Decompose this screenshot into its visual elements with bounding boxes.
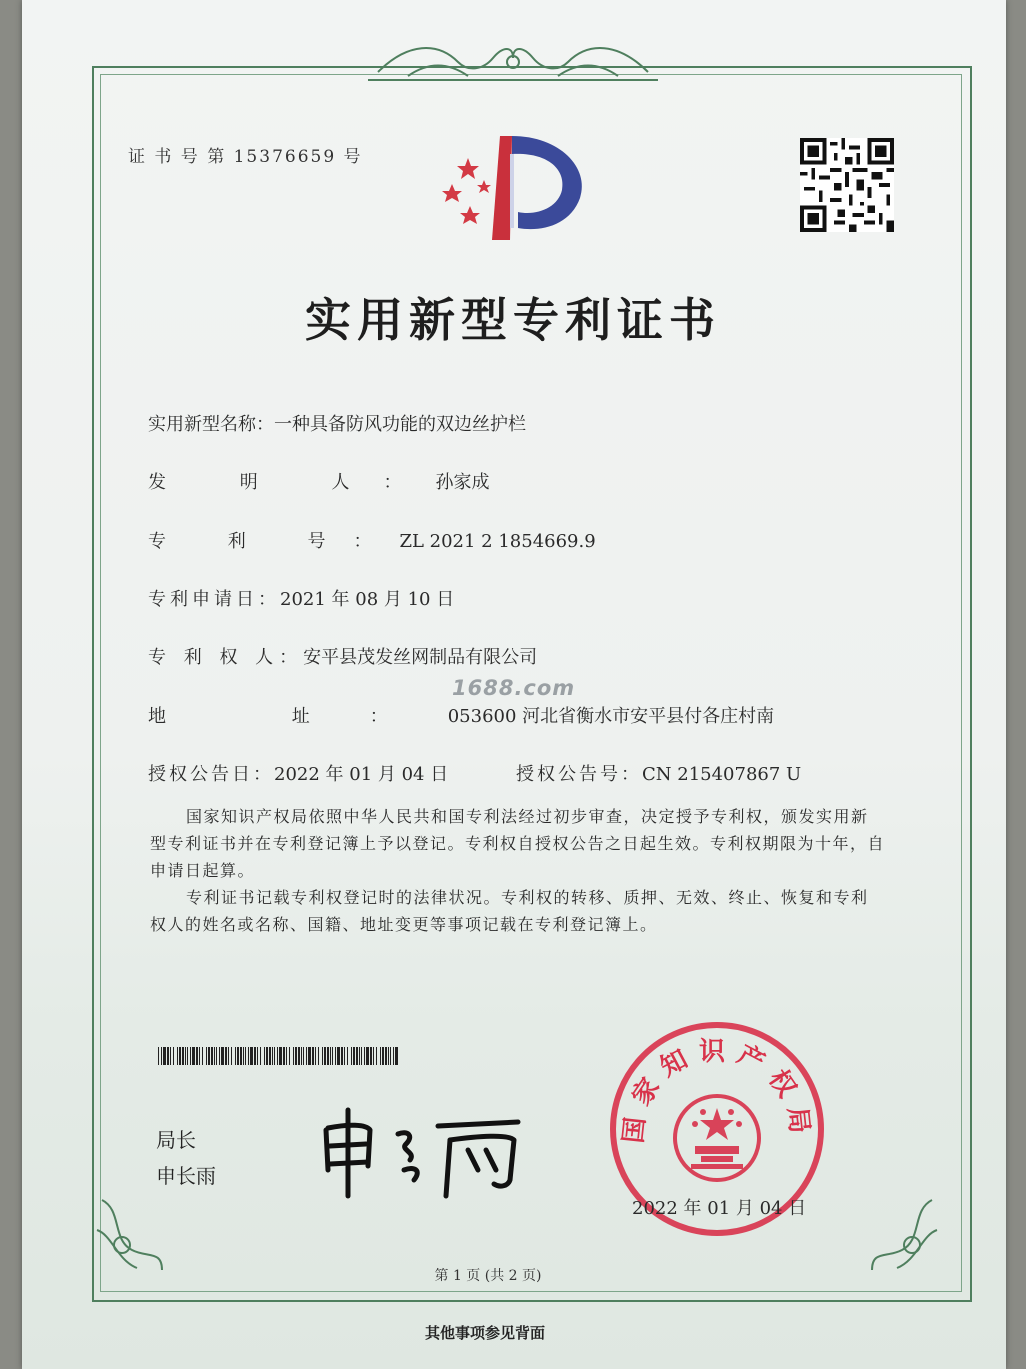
page-indicator: 第 1 页 (共 2 页) [434, 1268, 542, 1284]
patent-number-label: 专 利 号： [148, 531, 400, 552]
utility-model-name-row [148, 410, 526, 436]
cnipa-logo-icon [440, 128, 590, 246]
qr-code-icon [800, 138, 894, 232]
certificate-number: 证 书 号 第 15376659 号 [128, 147, 363, 167]
svg-text:国家知识产权局: 国家知识产权局 [618, 1036, 816, 1145]
patent-number-row [148, 527, 596, 553]
top-ornament [368, 32, 658, 84]
grant-number-value: CN 215407867 U [642, 764, 802, 785]
grant-number-row [516, 760, 801, 786]
inventor-label: 发 明 人： [148, 472, 436, 493]
patent-number-value: ZL 2021 2 1854669.9 [399, 531, 596, 552]
statement-paragraph-1: 国家知识产权局依照中华人民共和国专利法经过初步审查，决定授予专利权，颁发实用新型专利证书并在专利登记簿上予以登记。专利权自授权公告之日起生效。专利权期限为十年，自申请日起算。 [150, 807, 886, 880]
back-note: 其他事项参见背面 [424, 1324, 545, 1342]
watermark-text: 1688.com [452, 676, 576, 700]
filing-date-label: 专利申请日： [148, 589, 280, 610]
address-row [148, 702, 774, 728]
director-signature-icon [318, 1100, 538, 1200]
certificate-title: 实用新型专利证书 [305, 293, 721, 347]
grant-date-value: 2022 年 01 月 04 日 [274, 764, 449, 785]
inventor-value: 孙家成 [435, 472, 490, 493]
inventor-row [148, 468, 489, 494]
grant-date-label: 授权公告日： [148, 764, 274, 785]
address-label: 地 址： [148, 706, 448, 727]
utility-model-name-label: 实用新型名称： [148, 414, 274, 435]
grant-number-label: 授权公告号： [516, 764, 642, 785]
patentee-label: 专 利 权 人： [148, 647, 304, 668]
seal-date: 2022 年 01 月 04 日 [632, 1198, 807, 1219]
filing-date-row [148, 585, 454, 611]
patentee-row [148, 643, 537, 669]
grant-date-row [148, 760, 448, 786]
filing-date-value: 2021 年 08 月 10 日 [280, 589, 455, 610]
statement-paragraph-2: 专利证书记载专利权登记时的法律状况。专利权的转移、质押、无效、终止、恢复和专利权人的姓名或名称、国籍、地址变更等事项记载在专利登记簿上。 [150, 888, 869, 934]
patentee-value: 安平县茂发丝网制品有限公司 [303, 647, 538, 668]
barcode-icon [158, 1047, 400, 1065]
director-name: 申长雨 [156, 1164, 216, 1188]
director-title: 局长 [156, 1128, 196, 1152]
address-value: 053600 河北省衡水市安平县付各庄村南 [447, 706, 775, 727]
utility-model-name-value: 一种具备防风功能的双边丝护栏 [274, 414, 526, 435]
